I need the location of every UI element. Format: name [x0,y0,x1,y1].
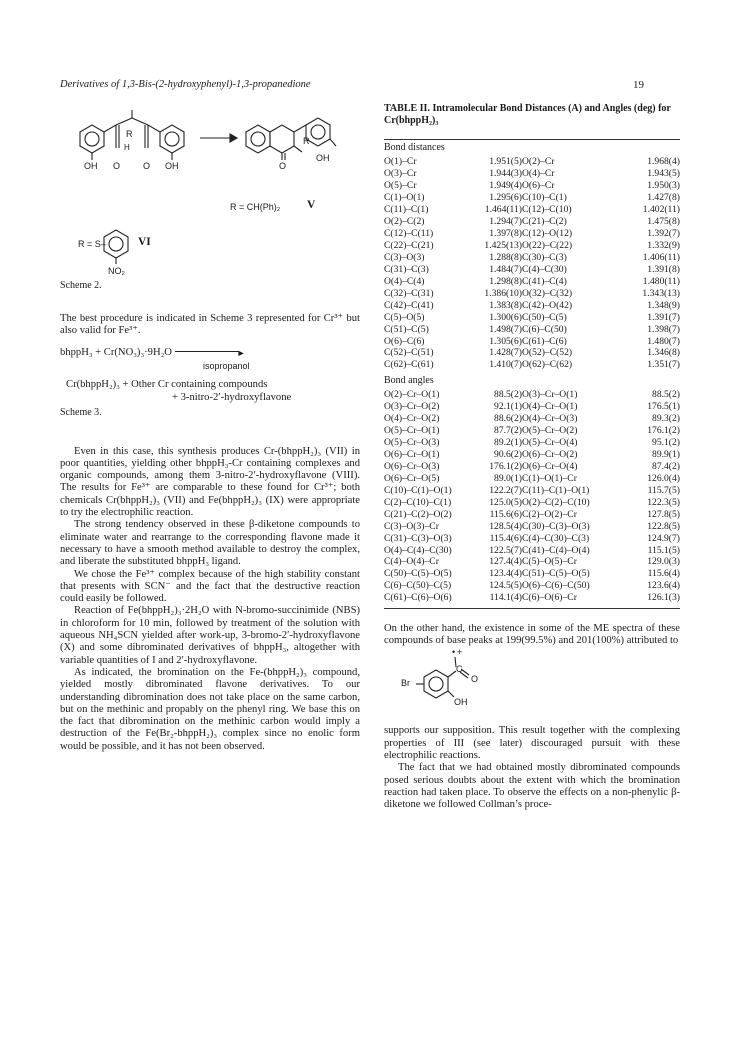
bond-value: 122.5(7) [489,544,522,556]
angle-row [384,413,680,425]
bond-value: 1.480(7) [647,335,680,347]
distance-row [384,323,680,335]
angle-row [384,425,680,437]
distance-row [384,156,680,168]
paragraph-dibrominated: The fact that we had obtained mostly dibrominated compounds posed serious doubts about the extent with which the bromination reaction had taken place. To observe the effects on a non-phenylic β-diketone we followed Collman’s proce- [384,762,680,811]
bond-label: C(4)–O(4)–Cr [384,556,439,568]
bond-label: C(22)–C(21) [384,240,434,252]
bond-value: 176.1(2) [647,425,680,437]
bond-label: O(3)–Cr [384,168,417,180]
scheme-row-V-roman: V [307,199,316,211]
angle-row [384,484,680,496]
scheme-3-equation [60,346,360,419]
bond-value: 89.0(1) [494,472,522,484]
bond-value: 1.968(4) [647,156,680,168]
bond-value: 1.475(8) [647,216,680,228]
bond-value: 1.944(3) [489,168,522,180]
bond-label: C(61)–C(6)–O(6) [384,592,452,604]
paragraph-supposition: supports our supposition. This result together with the complexing properties of III (see later) discouraged pursuit with these electrophilic reactions. [384,725,680,761]
angle-row [384,532,680,544]
bond-label: O(4)–C(4)–C(30) [384,544,452,556]
bond-value: 124.9(7) [647,532,680,544]
running-title: Derivatives of 1,3-Bis-(2-hydroxyphenyl)-1,3-propanedione [60,79,311,90]
distance-row [384,252,680,264]
bond-label: O(4)–Cr [522,168,555,180]
bond-label: C(30)–C(3) [522,251,567,263]
bond-value: 1.295(6) [489,192,522,204]
fragment-hydroxyl: OH [454,697,468,708]
bond-label: C(21)–C(2) [522,216,567,228]
bond-label: O(6)–C(6) [384,335,425,347]
bond-label: O(3)–Cr–O(2) [384,401,440,413]
paragraph-bromination: As indicated, the bromination on the Fe-(bhppH₂)₃ compound, yielded mostly dibrominated flavone derivatives. To our understanding dibromination does not take place on the same carbon, but on the methinic and propably on the phenyl ring. We base this on the fact that dibromination on the methinic carbon would imply a destruction of the Fe(Br₂-bhppH₂)₃ complex since no enolic form would be possible, and it has not been observed. [60,666,360,752]
distance-row [384,192,680,204]
bond-value: 1.305(6) [489,335,522,347]
bond-value: 124.5(5) [489,580,522,592]
bond-label: O(5)–Cr–O(2) [522,425,578,437]
bond-value: 90.6(2) [494,449,522,461]
distance-row [384,299,680,311]
scheme-row-VI-roman: VI [138,236,151,248]
bond-value: 114.1(4) [489,592,522,604]
bond-label: C(2)–O(2)–Cr [522,508,577,520]
bond-label: C(32)–C(31) [384,287,434,299]
bond-value: 1.346(8) [647,347,680,359]
bond-value: 1.348(9) [647,299,680,311]
bond-value: 115.4(6) [489,532,522,544]
left-column [60,100,360,753]
paragraph-synthesis: Even in this case, this synthesis produces Cr-(bhppH₂)₃ (VII) in poor quantities, yielding other bhppH₃-Cr containing complexes and organic compounds, among them 3-nitro-2′-hydroxyflavone (VIII). The results for Fe³⁺ are comparable to these found for Cr³⁺; both chemicals Cr(bhppH₂)₃ (VII) and Fe(bhppH₂)₃ (IX) were appropriate to try the electrophilic reaction. [60,445,360,519]
bond-label: O(6)–Cr–O(1) [384,449,440,461]
label-R-right: R [303,136,310,146]
bond-label: C(5)–O(5) [384,311,425,323]
bond-value: 1.498(7) [489,323,522,335]
distance-row [384,228,680,240]
bond-value: 1.300(6) [489,311,522,323]
bond-label: C(4)–C(30)–C(3) [522,532,590,544]
label-O-carbonyl: O [279,161,287,171]
bond-value: 1.391(7) [647,311,680,323]
fragment-radical-dot: • [452,647,456,658]
angle-row [384,401,680,413]
bond-label: O(2)–C(2) [384,216,425,228]
label-O-1: O [113,161,121,171]
bond-label: C(30)–C(3)–O(3) [522,520,590,532]
bond-value: 1.332(9) [647,240,680,252]
bond-value: 122.3(5) [647,496,680,508]
bond-value: 1.402(11) [642,204,680,216]
table-top-rule [384,139,680,140]
bond-label: O(5)–Cr–O(3) [384,437,440,449]
bond-label: C(5)–O(5)–Cr [522,556,577,568]
bond-value: 1.464(11) [484,204,522,216]
bond-value: 122.2(7) [489,484,522,496]
bond-label: C(6)–C(50) [522,323,567,335]
bond-value: 88.5(2) [494,389,522,401]
fragment-bromine: Br [401,678,410,689]
bond-value: 1.410(7) [489,359,522,371]
label-OH-2: OH [165,161,179,171]
bond-label: C(50)–C(5) [522,311,567,323]
paragraph-me-spectra: On the other hand, the existence in some of the ME spectra of these compounds of base peaks at 199(99.5%) and 201(100%) attributed to [384,622,680,647]
label-NO2: NO₂ [108,266,125,276]
right-column [384,100,680,811]
bond-value: 115.7(5) [647,484,680,496]
bond-label: C(10)–C(1)–O(1) [384,484,452,496]
bond-label: C(3)–O(3)–Cr [384,520,439,532]
bond-label: C(3)–O(3) [384,251,425,263]
bond-label: C(10)–C(1) [522,192,567,204]
bond-distances-heading: Bond distances [384,142,445,153]
bond-value: 89.3(2) [652,413,680,425]
scheme-row-VI-text: R = S– [78,239,106,249]
bond-value: 1.480(11) [642,275,680,287]
fragment-charge: + [457,647,463,658]
bond-value: 1.397(8) [489,228,522,240]
angle-row [384,461,680,473]
bond-label: O(32)–C(32) [522,287,573,299]
bond-label: C(52)–C(51) [384,347,434,359]
bond-value: 1.288(8) [489,251,522,263]
bond-value: 1.484(7) [489,263,522,275]
bond-value: 115.1(5) [647,544,680,556]
bond-label: C(11)–C(1)–O(1) [522,484,590,496]
bond-value: 1.391(8) [647,263,680,275]
paragraph-best-procedure: The best procedure is indicated in Scheme 3 represented for Cr³⁺ but also valid for Fe³⁺. [60,313,360,337]
label-R-left: R [126,129,133,139]
bond-label: O(2)–Cr [522,156,555,168]
bond-value: 1.428(7) [489,347,522,359]
equation-products: Cr(bhppH₂)₃ + Other Cr containing compounds [66,378,268,390]
paragraph-tendency: The strong tendency observed in these β-diketone compounds to eliminate water and rearrange to the corresponding flavone made it necessary to have a smooth method available to destroy the complex, and liberate the substituted bhppH₃ ligand. [60,519,360,568]
scheme-row-V-text: R = CH(Ph)₂ [230,202,281,212]
paragraph-reaction: Reaction of Fe(bhppH₂)₃·2H₂O with N-bromo-succinimide (NBS) in chloroform for 10 min, followed by treatment of the solution with aqueous NH₄SCN yielded after work-up, 3-bromo-2′-hydroxyflavone (X) and some dibrominated derivatives of bhppH₃, altogether with variable quantities of I and 2′-hydroxyflavone. [60,605,360,666]
distance-row [384,311,680,323]
bond-label: O(62)–C(62) [522,359,573,371]
distance-row [384,359,680,371]
bond-label: C(31)–C(3)–O(3) [384,532,452,544]
bond-label: O(5)–Cr [384,180,417,192]
bond-label: C(6)–O(6)–Cr [522,592,577,604]
angle-row [384,568,680,580]
distance-row [384,287,680,299]
bond-label: C(12)–C(11) [384,228,434,240]
table-title: TABLE II. Intramolecular Bond Distances (A) and Angles (deg) for Cr(bhppH₂)₃ [384,103,671,126]
bond-label: O(6)–C(6)–C(50) [522,580,590,592]
bond-value: 1.392(7) [647,228,680,240]
bond-label: C(21)–C(2)–O(2) [384,508,452,520]
bond-label: C(1)–O(1)–Cr [522,472,577,484]
bond-value: 1.343(13) [642,287,680,299]
bond-value: 1.383(8) [489,299,522,311]
angle-row [384,437,680,449]
bond-label: C(51)–C(5) [384,323,429,335]
scheme-2-caption: Scheme 2. [60,280,102,291]
distance-row [384,216,680,228]
bond-value: 123.4(4) [489,568,522,580]
bond-label: O(6)–Cr–O(5) [384,472,440,484]
bond-value: 95.1(2) [652,437,680,449]
bond-label: O(22)–C(22) [522,240,573,252]
bond-label: O(6)–Cr–O(2) [522,449,578,461]
bond-value: 129.0(3) [647,556,680,568]
bond-value: 127.8(5) [647,508,680,520]
bond-value: 1.951(5) [489,156,522,168]
bond-value: 128.5(4) [489,520,522,532]
bond-label: O(1)–Cr [384,156,417,168]
bond-value: 126.1(3) [647,592,680,604]
bond-value: 176.5(1) [647,401,680,413]
bond-value: 89.9(1) [652,449,680,461]
bond-label: C(4)–C(30) [522,263,567,275]
bond-value: 125.0(5) [489,496,522,508]
bond-label: C(61)–C(6) [522,335,567,347]
equation-reactants: bhppH₃ + Cr(NO₃)₃·9H₂O [60,346,172,358]
bond-label: C(42)–C(41) [384,299,434,311]
bond-label: C(41)–C(4) [522,275,567,287]
bond-value: 122.8(5) [647,520,680,532]
bond-value: 123.6(4) [647,580,680,592]
paragraph-choice: We chose the Fe³⁺ complex because of the high stability constant that presents with SCN⁻ and the fact that the destructive reaction could easily be followed. [60,568,360,605]
table-bottom-rule [384,608,680,609]
distance-row [384,240,680,252]
bond-label: C(2)–C(10)–C(1) [384,496,452,508]
bond-value: 92.1(1) [494,401,522,413]
label-OH-flavone: OH [316,153,330,163]
bond-label: C(62)–C(61) [384,359,434,371]
bond-value: 1.949(4) [489,180,522,192]
bond-label: O(5)–Cr–O(4) [522,437,578,449]
bond-value: 1.950(3) [647,180,680,192]
bromo-fragment-structure [384,647,680,725]
angle-row [384,544,680,556]
angle-row [384,472,680,484]
distance-row [384,263,680,275]
angle-row [384,389,680,401]
label-H: H [124,143,130,152]
bond-value: 87.7(2) [494,425,522,437]
angle-row [384,592,680,604]
bond-label: O(4)–C(4) [384,275,425,287]
bond-value: 126.0(4) [647,472,680,484]
angle-row [384,496,680,508]
bond-value: 1.298(8) [489,275,522,287]
bond-label: C(11)–C(1) [384,204,429,216]
bond-label: C(42)–O(42) [522,299,573,311]
bond-label: O(3)–Cr–O(1) [522,389,578,401]
bond-label: O(6)–Cr [522,180,555,192]
bond-label: O(4)–Cr–O(1) [522,401,578,413]
bond-label: O(6)–Cr–O(3) [384,460,440,472]
angle-row [384,508,680,520]
angle-row [384,449,680,461]
distance-row [384,168,680,180]
distance-row [384,347,680,359]
angle-row [384,580,680,592]
bond-value: 1.406(11) [642,251,680,263]
bond-angles-heading: Bond angles [384,374,434,386]
bond-value: 1.943(5) [647,168,680,180]
bond-label: C(12)–O(12) [522,228,573,240]
arrow-label: isopropanol [203,360,250,371]
bond-label: C(6)–C(50)–C(5) [384,580,452,592]
label-OH-1: OH [84,161,98,171]
bond-value: 127.4(4) [489,556,522,568]
bond-value: 1.351(7) [647,359,680,371]
fragment-oxygen: O [471,674,479,685]
bond-label: O(5)–Cr–O(1) [384,425,440,437]
bond-angles-table [384,389,680,604]
page-number: 19 [633,79,644,91]
scheme-3-caption: Scheme 3. [60,406,102,418]
bond-label: O(4)–Cr–O(3) [522,413,578,425]
reaction-arrow: ► [175,348,245,356]
distance-row [384,180,680,192]
bond-label: O(2)–Cr–O(1) [384,389,440,401]
bond-label: O(2)–C(2)–C(10) [522,496,590,508]
bond-label: O(6)–Cr–O(4) [522,460,578,472]
bond-value: 1.386(10) [484,287,522,299]
bond-value: 88.5(2) [652,389,680,401]
bond-label: C(51)–C(5)–O(5) [522,568,590,580]
angle-row [384,520,680,532]
bond-value: 1.398(7) [647,323,680,335]
distance-row [384,204,680,216]
bond-value: 1.425(13) [484,240,522,252]
bond-label: C(50)–C(5)–O(5) [384,568,452,580]
distance-row [384,275,680,287]
bond-value: 115.6(4) [647,568,680,580]
scheme-2-figure [60,100,360,300]
bond-value: 176.1(2) [489,460,522,472]
bond-value: 1.427(8) [647,192,680,204]
distance-row [384,335,680,347]
label-O-2: O [143,161,151,171]
bond-label: C(31)–C(3) [384,263,429,275]
equation-byproduct: + 3-nitro-2′-hydroxyflavone [172,391,292,403]
bond-label: O(52)–C(52) [522,347,573,359]
fragment-drawing [384,647,680,725]
angle-row [384,556,680,568]
bond-value: 1.294(7) [489,216,522,228]
bond-value: 88.6(2) [494,413,522,425]
bond-label: O(4)–Cr–O(2) [384,413,440,425]
bond-distances-table [384,156,680,371]
bond-value: 87.4(2) [652,460,680,472]
bond-label: C(41)–C(4)–O(4) [522,544,590,556]
bond-label: C(1)–O(1) [384,192,425,204]
bond-value: 89.2(1) [494,437,522,449]
bond-label: C(12)–C(10) [522,204,572,216]
fragment-carbon: C [456,664,463,675]
bond-value: 115.6(6) [489,508,522,520]
